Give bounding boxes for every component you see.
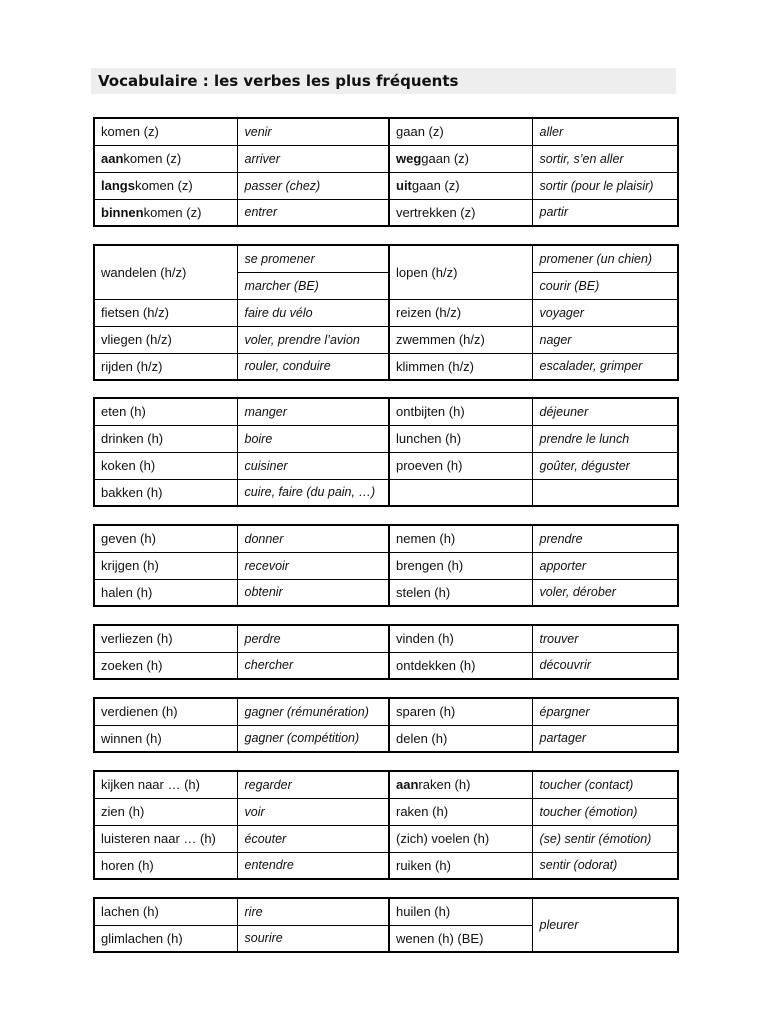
page-title: Vocabulaire : les verbes les plus fréquents (91, 68, 676, 94)
table-row (94, 798, 678, 825)
vocab-table-movement (93, 244, 679, 381)
dutch-verb: drinken (h) (94, 425, 237, 452)
french-translation: cuisiner (237, 452, 389, 479)
dutch-verb: aankomen (z) (94, 145, 237, 172)
dutch-verb: proeven (h) (389, 452, 532, 479)
dutch-verb: horen (h) (94, 852, 237, 879)
french-translation: perdre (237, 625, 389, 652)
verb-prefix: aan (396, 777, 419, 793)
dutch-verb: huilen (h) (389, 898, 532, 925)
french-translation: rouler, conduire (237, 353, 389, 380)
french-translation: faire du vélo (237, 299, 389, 326)
french-translation: voler, dérober (532, 579, 678, 606)
french-translation: toucher (émotion) (532, 798, 678, 825)
french-translation: boire (237, 425, 389, 452)
dutch-verb: krijgen (h) (94, 552, 237, 579)
dutch-verb: fietsen (h/z) (94, 299, 237, 326)
verb-prefix: langs (101, 178, 135, 193)
dutch-verb: verliezen (h) (94, 625, 237, 652)
dutch-verb: wandelen (h/z) (94, 245, 237, 299)
french-translation: déjeuner (532, 398, 678, 425)
dutch-verb: vliegen (h/z) (94, 326, 237, 353)
french-translation: gagner (rémunération) (237, 698, 389, 725)
dutch-verb: delen (h) (389, 725, 532, 752)
french-translation: passer (chez) (237, 172, 389, 199)
french-translation: se promener (237, 245, 389, 272)
table-row (94, 172, 678, 199)
french-translation: entendre (237, 852, 389, 879)
french-translation: chercher (237, 652, 389, 679)
table-row (94, 299, 678, 326)
dutch-verb: uitgaan (z) (389, 172, 532, 199)
french-translation: pleurer (532, 898, 678, 952)
dutch-verb: klimmen (h/z) (389, 353, 532, 380)
table-row (94, 326, 678, 353)
empty-cell (389, 479, 532, 506)
french-translation: cuire, faire (du pain, …) (237, 479, 389, 506)
french-translation: voler, prendre l’avion (237, 326, 389, 353)
dutch-verb: ruiken (h) (389, 852, 532, 879)
table-row (94, 852, 678, 879)
french-translation: prendre le lunch (532, 425, 678, 452)
french-translation: gagner (compétition) (237, 725, 389, 752)
french-translation: marcher (BE) (237, 272, 389, 299)
french-translation: (se) sentir (émotion) (532, 825, 678, 852)
dutch-verb: komen (z) (94, 118, 237, 145)
dutch-verb: kijken naar … (h) (94, 771, 237, 798)
french-translation: rire (237, 898, 389, 925)
french-translation: sortir (pour le plaisir) (532, 172, 678, 199)
french-translation: écouter (237, 825, 389, 852)
french-translation: promener (un chien) (532, 245, 678, 272)
dutch-verb: wenen (h) (BE) (389, 925, 532, 952)
verb-prefix: weg (396, 151, 422, 166)
french-translation: aller (532, 118, 678, 145)
dutch-verb: weggaan (z) (389, 145, 532, 172)
dutch-verb: lopen (h/z) (389, 245, 532, 299)
dutch-verb: nemen (h) (389, 525, 532, 552)
dutch-verb: zien (h) (94, 798, 237, 825)
table-row (94, 425, 678, 452)
french-translation: goûter, déguster (532, 452, 678, 479)
french-translation: partager (532, 725, 678, 752)
vocab-table-senses (93, 770, 679, 880)
french-translation: recevoir (237, 552, 389, 579)
french-translation: épargner (532, 698, 678, 725)
dutch-verb: lachen (h) (94, 898, 237, 925)
vocab-table-earn-save (93, 697, 679, 753)
french-translation: partir (532, 199, 678, 226)
french-translation: sortir, s’en aller (532, 145, 678, 172)
verb-prefix: aan (101, 151, 124, 166)
french-translation: entrer (237, 199, 389, 226)
table-row (94, 398, 678, 425)
dutch-verb: (zich) voelen (h) (389, 825, 532, 852)
dutch-verb: sparen (h) (389, 698, 532, 725)
dutch-verb: eten (h) (94, 398, 237, 425)
french-translation: trouver (532, 625, 678, 652)
dutch-verb: bakken (h) (94, 479, 237, 506)
dutch-verb: geven (h) (94, 525, 237, 552)
vocab-table-give-take (93, 524, 679, 607)
dutch-verb: koken (h) (94, 452, 237, 479)
dutch-verb: ontbijten (h) (389, 398, 532, 425)
dutch-verb: brengen (h) (389, 552, 532, 579)
dutch-verb: raken (h) (389, 798, 532, 825)
table-row (94, 245, 678, 272)
dutch-verb: zoeken (h) (94, 652, 237, 679)
table-row (94, 145, 678, 172)
french-translation: sourire (237, 925, 389, 952)
table-row (94, 825, 678, 852)
vocab-table-food (93, 397, 679, 507)
french-translation: obtenir (237, 579, 389, 606)
dutch-verb: vinden (h) (389, 625, 532, 652)
french-translation: escalader, grimper (532, 353, 678, 380)
dutch-verb: zwemmen (h/z) (389, 326, 532, 353)
dutch-verb: langskomen (z) (94, 172, 237, 199)
verb-prefix: binnen (101, 204, 144, 220)
dutch-verb: verdienen (h) (94, 698, 237, 725)
dutch-verb: binnenkomen (z) (94, 199, 237, 226)
dutch-verb: vertrekken (z) (389, 199, 532, 226)
table-row (94, 625, 678, 652)
french-translation: manger (237, 398, 389, 425)
dutch-verb: lunchen (h) (389, 425, 532, 452)
dutch-verb: winnen (h) (94, 725, 237, 752)
table-row (94, 898, 678, 925)
dutch-verb: ontdekken (h) (389, 652, 532, 679)
table-row (94, 579, 678, 606)
dutch-verb: reizen (h/z) (389, 299, 532, 326)
french-translation: donner (237, 525, 389, 552)
french-translation: apporter (532, 552, 678, 579)
french-translation: sentir (odorat) (532, 852, 678, 879)
french-translation: regarder (237, 771, 389, 798)
table-row (94, 452, 678, 479)
vocab-table-laugh-cry (93, 897, 679, 953)
vocab-table-lose-find (93, 624, 679, 680)
dutch-verb: gaan (z) (389, 118, 532, 145)
table-row (94, 652, 678, 679)
vocab-table-komen-gaan (93, 117, 679, 227)
table-row (94, 199, 678, 226)
french-translation: nager (532, 326, 678, 353)
french-translation: découvrir (532, 652, 678, 679)
french-translation: voyager (532, 299, 678, 326)
verb-prefix: uit (396, 178, 412, 193)
french-translation: courir (BE) (532, 272, 678, 299)
empty-cell (532, 479, 678, 506)
french-translation: arriver (237, 145, 389, 172)
table-row (94, 525, 678, 552)
dutch-verb: rijden (h/z) (94, 353, 237, 380)
french-translation: voir (237, 798, 389, 825)
table-row (94, 353, 678, 380)
table-row (94, 552, 678, 579)
dutch-verb: stelen (h) (389, 579, 532, 606)
french-translation: venir (237, 118, 389, 145)
table-row (94, 118, 678, 145)
dutch-verb: luisteren naar … (h) (94, 825, 237, 852)
table-row (94, 698, 678, 725)
table-row (94, 771, 678, 798)
table-row (94, 479, 678, 506)
table-row (94, 725, 678, 752)
french-translation: prendre (532, 525, 678, 552)
dutch-verb: halen (h) (94, 579, 237, 606)
french-translation: toucher (contact) (532, 771, 678, 798)
dutch-verb: glimlachen (h) (94, 925, 237, 952)
dutch-verb: aanraken (h) (389, 771, 532, 798)
